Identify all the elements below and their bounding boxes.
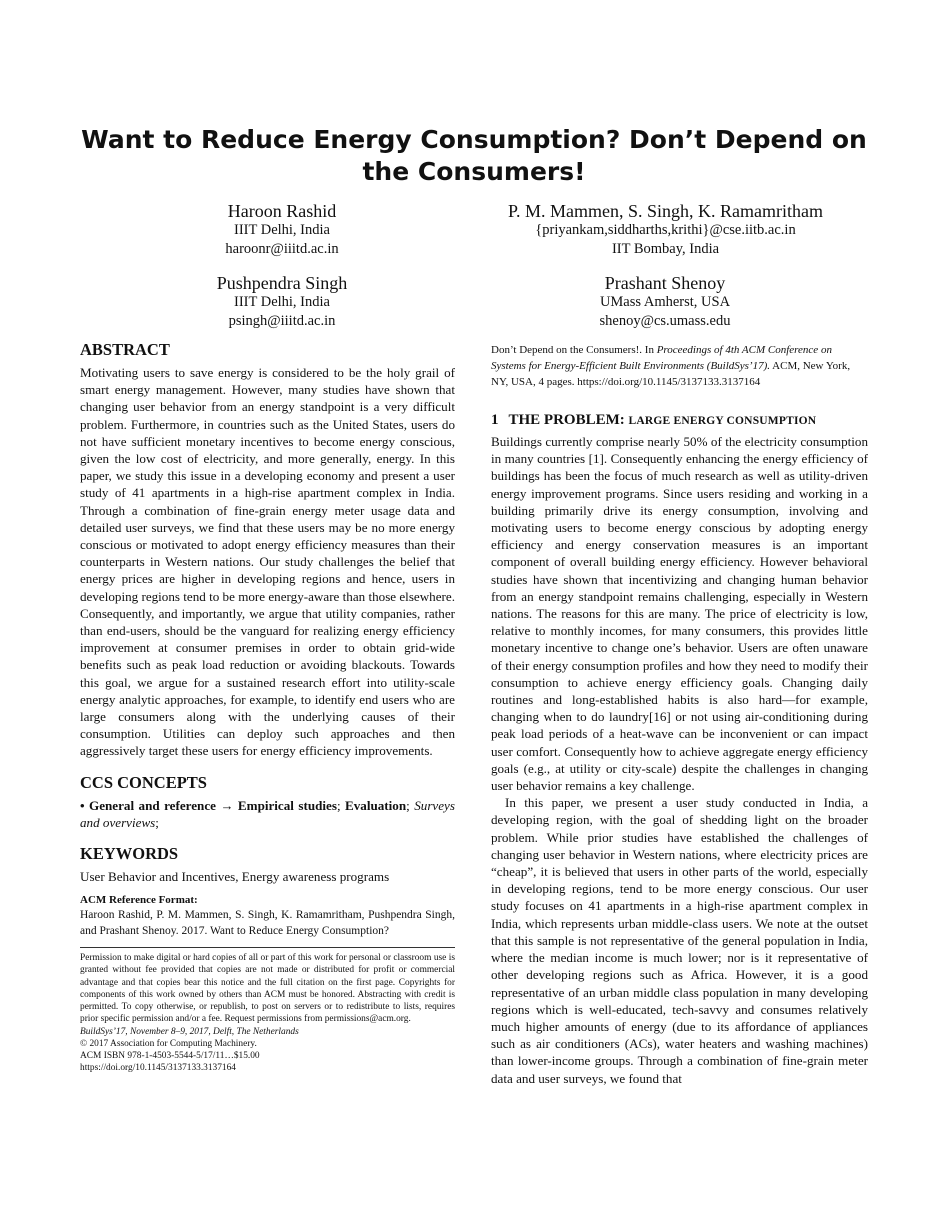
doi-line: https://doi.org/10.1145/3137133.3137164 xyxy=(80,1063,236,1074)
author-block xyxy=(182,273,382,331)
ccs-sep: ; xyxy=(406,797,410,813)
section-1-paragraph-2: In this paper, we present a user study conducted in India, a developing region, with the goal of shedding light on the broader problem. While prior studies have established the challenges of changing user behavior in Western nations, where electricity prices are “cheap”, it is believed that users in other parts of the world, especially in developing regions, tend to be more energy conscious. Our user study focuses on 41 apartments in a high-rise apartment complex in India, which represents urban middle-class users. We note at the outset that this sample is not representative of the general population in India, where the median income is much lower; nor is it representative of other developing regions such as Africa. However, it is a good representative of an urban middle class population in many developing regions which is well-educated, tech-savvy and consumes relatively much higher amounts of energy (due to its affordance of appliances such as air conditioners (ACs), water heaters and washing machines) than lower-income groups. Through a combination of fine-grain meter data and user surveys, we found that xyxy=(491,795,868,1086)
author-affiliation: IIIT Delhi, India xyxy=(234,222,330,238)
acm-ref-cont-plain: Don’t Depend on the Consumers!. In xyxy=(491,344,657,356)
author-affiliation: IIT Bombay, India xyxy=(611,241,720,257)
left-column xyxy=(80,340,455,1074)
ccs-evaluation: Evaluation xyxy=(345,797,407,813)
section-1-heading xyxy=(491,412,868,429)
author-email: shenoy@cs.umass.edu xyxy=(599,313,731,329)
ccs-sep: ; xyxy=(155,814,159,830)
copyright-line: © 2017 Association for Computing Machinery. xyxy=(80,1038,257,1049)
abstract-heading: ABSTRACT xyxy=(80,340,170,359)
author-affiliation: IIIT Delhi, India xyxy=(234,294,330,310)
section-heading-smallcaps: LARGE ENERGY CONSUMPTION xyxy=(628,415,817,427)
ccs-arrow: → xyxy=(220,797,234,813)
right-column xyxy=(491,342,868,1087)
keywords-heading: KEYWORDS xyxy=(80,844,179,864)
venue-line: BuildSys’17, November 8–9, 2017, Delft, The Netherlands xyxy=(80,1026,299,1037)
acm-ref-continuation xyxy=(491,342,868,390)
author-block xyxy=(565,273,765,331)
acm-ref-heading: ACM Reference Format: xyxy=(80,894,198,907)
author-block xyxy=(478,201,853,259)
author-name: P. M. Mammen, S. Singh, K. Ramamritham xyxy=(508,201,823,221)
author-affiliation: UMass Amherst, USA xyxy=(599,294,731,310)
abstract-text: Motivating users to save energy is considered to be the holy grail of smart energy management. However, many studies have shown that changing user behavior from an energy standpoint is a very difficult problem. Furthermore, in countries such as the United States, users do not have sufficient monetary incentives to become energy conscious, given the low cost of electricity, and more generally, energy. In this paper, we study this issue in a developing economy and present a user study of 41 apartments in a high-rise apartment complex in India. Through a combination of fine-grain energy meter usage data and detailed user surveys, we find that these users may be no more energy conscious or motivated to adopt energy efficiency measures than their counterparts in Western nations. Our study challenges the belief that energy prices are higher in developing regions and hence, users in developing regions tend to be more energy-aware than those elsewhere. Consequently, and importantly, we argue that utility companies, rather than end-users, should be the vanguard for realizing energy efficiency improvement at consumer premises in order to obtain grid-wide benefits such as peak load reduction or avoiding blackouts. Towards this goal, we argue for a sustained research effort into utility-scale energy analytic approaches, for example, to identify end users who are large consumers along with the underlying causes of their consumption. Utilities can deploy such approaches and then aggressively target these users for energy efficiency improvements. xyxy=(80,365,455,759)
keywords-text: User Behavior and Incentives, Energy awareness programs xyxy=(80,869,390,885)
paper-title: Want to Reduce Energy Consumption? Don’t Depend on the Consumers! xyxy=(81,125,867,186)
author-email: psingh@iiitd.ac.in xyxy=(228,313,336,329)
author-block xyxy=(182,201,382,259)
ccs-surveys: Surveys and overviews xyxy=(80,797,455,830)
acm-ref-cont-tail: ACM, New York, NY, USA, 4 pages. https://doi.org/10.1145/3137133.3137164 xyxy=(491,360,851,388)
section-heading-main: THE PROBLEM: xyxy=(508,412,625,428)
permission-text: Permission to make digital or hard copies of all or part of this work for personal or classroom use is granted without fee provided that copies are not made or distributed for profit or commercial advantage and that copies bear this notice and the full citation on the first page. Copyrights for components of this work owned by others than ACM must be honored. Abstracting with credit is permitted. To copy otherwise, or republish, to post on servers or to redistribute to lists, requires prior specific permission and/or a fee. Request permissions from permissions@acm.org. xyxy=(80,953,455,1025)
author-name: Haroon Rashid xyxy=(227,201,337,221)
author-name: Prashant Shenoy xyxy=(604,273,726,293)
ccs-general: General and reference xyxy=(89,797,216,813)
ccs-heading: CCS CONCEPTS xyxy=(80,772,207,792)
author-email: {priyankam,siddharths,krithi}@cse.iitb.ac.in xyxy=(535,222,796,238)
ccs-bullet: • xyxy=(80,797,85,813)
section-number: 1 xyxy=(491,412,499,428)
ccs-empirical: Empirical studies xyxy=(237,797,337,813)
permission-footnote xyxy=(80,947,455,1074)
acm-ref-text: Haroon Rashid, P. M. Mammen, S. Singh, K. Ramamritham, Pushpendra Singh, and Prashant Shenoy. 2017. Want to Reduce Energy Consumption? xyxy=(80,909,455,937)
section-1-paragraph-1: Buildings currently comprise nearly 50% of the electricity consumption in many countries [1]. Consequently enhancing the energy efficiency of buildings has been the focus of much research as well as utility-driven energy improvement programs. Since users residing and working in a building primarily drive its energy consumption, involving and motivating users to become energy conscious by adopting energy efficiency and energy conservation measures is an important component of overall building energy efficiency. However behavioral studies have shown that incentivizing and changing human behavior from an energy standpoint remains challenging, especially in Western nations. The reasons for this are many. The price of electricity is low, relative to monthly incomes, for many consumers, this provides little monetary incentive to change one’s behavior. Users are often unaware of their energy consumption profiles and how they need to modify their consumption to achieve energy efficiency goals. Changing daily routines and long-established habits is also hard—for example, changing when to do laundry[16] or not using air-conditioning during peak load periods of a heat-wave can be inconvenient or can impact user comfort. Consequently how to achieve aggregate energy efficiency goals (e.g., at utility or city-scale) despite the challenges in changing user behavior remains a key challenge. xyxy=(491,434,868,794)
author-email: haroonr@iiitd.ac.in xyxy=(225,241,339,257)
ccs-concepts xyxy=(80,797,455,831)
isbn-line: ACM ISBN 978-1-4503-5544-5/17/11…$15.00 xyxy=(80,1050,260,1061)
acm-ref-proceedings: Proceedings of 4th ACM Conference on Systems for Energy-Efficient Built Environments (BuildSys’17). xyxy=(491,344,832,372)
ccs-sep: ; xyxy=(336,797,341,813)
author-name: Pushpendra Singh xyxy=(216,273,348,293)
